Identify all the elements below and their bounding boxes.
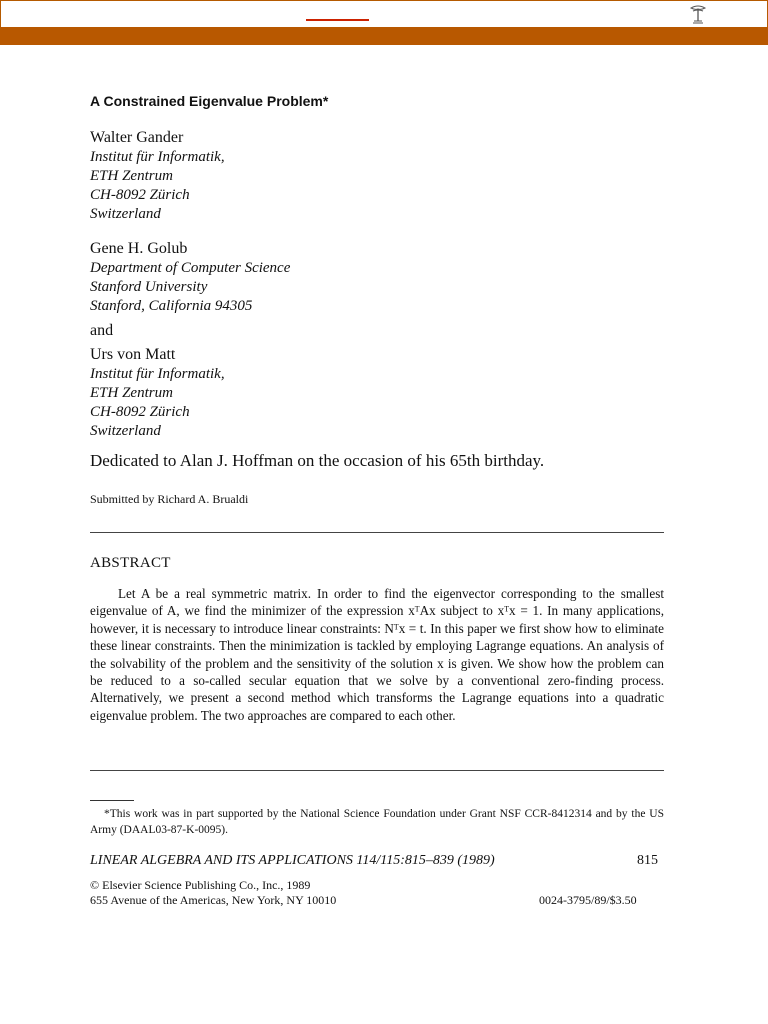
- submitted-by: Submitted by Richard A. Brualdi: [90, 492, 249, 506]
- author-name: Walter Gander: [90, 129, 184, 146]
- author-affiliation-line: Stanford University: [90, 279, 208, 295]
- elsevier-tree-icon: [687, 3, 709, 25]
- author-affiliation-line: Institut für Informatik,: [90, 366, 225, 382]
- issn-code: 0024-3795/89/$3.50: [539, 893, 637, 907]
- abstract: [90, 585, 664, 724]
- journal-citation: LINEAR ALGEBRA AND ITS APPLICATIONS 114/115:815–839 (1989): [90, 853, 495, 868]
- author-affiliation-line: Switzerland: [90, 206, 161, 222]
- author-affiliation-line: CH-8092 Zürich: [90, 187, 190, 203]
- footnote-rule: [90, 800, 134, 801]
- publisher-copyright: © Elsevier Science Publishing Co., Inc., 1989: [90, 878, 311, 892]
- author-affiliation-line: Institut für Informatik,: [90, 149, 225, 165]
- abstract-heading: ABSTRACT: [90, 555, 171, 571]
- author-affiliation-line: Department of Computer Science: [90, 260, 291, 276]
- divider: [90, 770, 664, 771]
- author-name: Urs von Matt: [90, 346, 176, 363]
- author-affiliation-line: Stanford, California 94305: [90, 298, 253, 314]
- viewer-accent-bar: [0, 27, 768, 45]
- author-affiliation-line: CH-8092 Zürich: [90, 404, 190, 420]
- author-affiliation-line: ETH Zentrum: [90, 168, 173, 184]
- abstract-text: Let A be a real symmetric matrix. In order to find the eigenvector corresponding to the smallest eigenvalue of A, we find the minimizer of the expression xᵀAx subject to xᵀx = 1. In many applications, however, it is necessary to introduce linear constraints: Nᵀx = t. In this paper we first show how to eliminate these linear constraints. Then the minimization is tackled by employing Lagrange equations. An analysis of the solvability of the problem and the sensitivity of the solution x is given. We show how the problem can be reduced to a so-called secular equation that we solve by a conventional zero-finding process. Alternatively, we present a second method which transforms the Lagrange equations into a quadratic eigenvalue problem. The two approaches are compared to each other.: [90, 586, 664, 723]
- dedication: Dedicated to Alan J. Hoffman on the occasion of his 65th birthday.: [90, 451, 545, 470]
- viewer-toolbar: [0, 0, 768, 27]
- author-conjunction: and: [90, 322, 114, 339]
- link-underline[interactable]: [306, 19, 369, 21]
- divider: [90, 532, 664, 533]
- author-name: Gene H. Golub: [90, 240, 188, 257]
- publisher-address: 655 Avenue of the Americas, New York, NY 10010: [90, 893, 337, 907]
- author-affiliation-line: ETH Zentrum: [90, 385, 173, 401]
- footnote: *This work was in part supported by the National Science Foundation under Grant NSF CCR-8412314 and by the US Army (DAAL03-87-K-0095).: [90, 808, 664, 836]
- paper-title: A Constrained Eigenvalue Problem*: [90, 93, 329, 109]
- author-affiliation-line: Switzerland: [90, 423, 161, 439]
- page-number: 815: [637, 853, 658, 868]
